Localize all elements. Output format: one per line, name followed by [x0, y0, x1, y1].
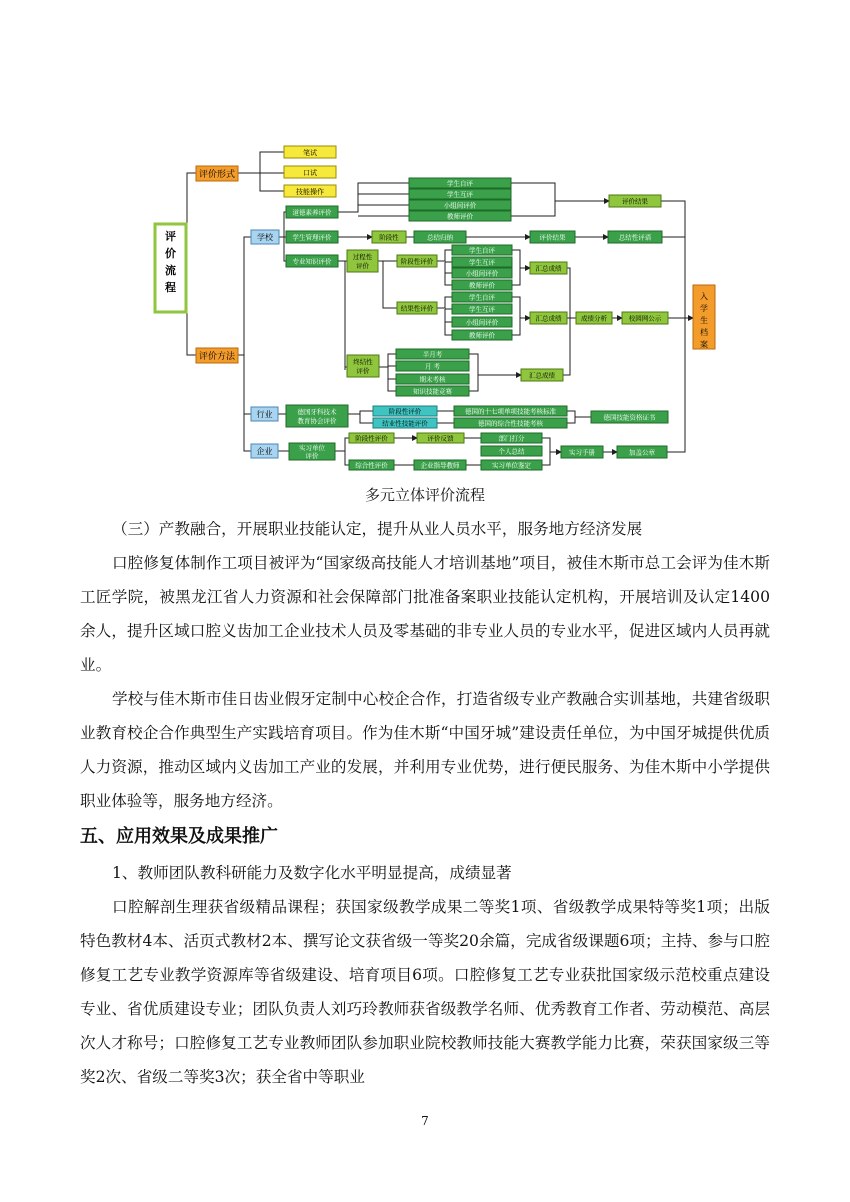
sum1: 汇总成绩 — [535, 264, 562, 273]
mutual-3: 教师评价 — [447, 212, 473, 221]
set2-2: 小组间评价 — [465, 318, 499, 327]
manage-summary: 总结归纳 — [427, 233, 453, 242]
form-oral: 口试 — [303, 169, 317, 177]
manage-result: 评价结果 — [539, 233, 566, 242]
paragraph-school-enterprise: 学校与佳木斯市佳日齿业假牙定制中心校企合作，打造省级专业产教融合实训基地，共建省级职业教育校企合作典型生产实践培育项目。作为佳木斯“中国牙城”建设责任单位，为中国牙城提供优质人力资源，推动区域内义齿加工产业的发展，并利用专业优势，进行便民服务、为佳木斯中小学提供职业体验等，服务地方经济。 — [80, 690, 770, 810]
school-label: 学校 — [257, 233, 273, 242]
industry-result: 结业性技能评价 — [382, 419, 428, 428]
form-written: 笔试 — [303, 149, 317, 157]
stage-eval: 阶段性评价 — [400, 257, 434, 266]
mentor: 企业指导教师 — [420, 461, 460, 470]
eval-result: 评价结果 — [622, 197, 648, 206]
dept-score: 部门打分 — [498, 434, 525, 443]
prof-eval: 专业知识评价 — [292, 257, 332, 266]
terminal-eval: 终结性评价 — [353, 358, 373, 375]
mutual-2: 小组间评价 — [443, 201, 477, 210]
result-eval: 结果性评价 — [400, 304, 434, 313]
page-number: 7 — [421, 1114, 429, 1128]
set2-1: 学生互评 — [469, 305, 495, 314]
final-comment: 总结性评语 — [618, 233, 652, 242]
paragraph-training-base: 口腔修复体制作工项目被评为“国家级高技能人才培训基地”项目，被佳木斯市总工会评为佳木斯工匠学院，被黑龙江省人力资源和社会保障部门批准备案职业技能认定机构，开展培训及认定1400余人，提升区域口腔义齿加工企业技术人员及零基础的非专业人员的专业水平，促进区域内人员再就业。 — [80, 554, 770, 674]
subsection-title: 1、教师团队教科研能力及数字化水平明显提高，成绩显著 — [112, 864, 512, 882]
moral-eval: 道德素养评价 — [292, 208, 332, 217]
set1-3: 教师评价 — [469, 281, 495, 290]
methods-label: 评价方法 — [198, 352, 236, 362]
exam-0: 半月考 — [422, 350, 443, 359]
industry-label: 行业 — [256, 410, 273, 419]
exam-3: 知识技能竞赛 — [413, 387, 452, 396]
set1-0: 学生自评 — [469, 246, 495, 255]
figure-caption: 多元立体评价流程 — [364, 486, 485, 504]
section-subtitle: （三）产教融合，开展职业技能认定，提升从业人员水平，服务地方经济发展 — [112, 520, 643, 538]
manage-stage: 阶段性 — [379, 233, 399, 242]
comprehensive-eval: 综合性评价 — [355, 461, 388, 470]
enterprise-label: 企业 — [256, 447, 273, 456]
industry-stage: 阶段性评价 — [388, 407, 422, 416]
exam-2: 期末考核 — [419, 375, 446, 384]
set1-1: 学生互评 — [469, 258, 495, 267]
mutual-0: 学生自评 — [447, 179, 473, 188]
ent-feedback: 评价反馈 — [427, 434, 454, 443]
unit-eval: 实习单位评价 — [299, 444, 325, 460]
personal-summary: 个人总结 — [498, 447, 525, 456]
sum2: 汇总成绩 — [535, 314, 562, 323]
archive: 入学生档案 — [700, 292, 708, 349]
set2-3: 教师评价 — [469, 331, 495, 340]
campus-publish: 校园网公示 — [628, 314, 662, 323]
mutual-1: 学生互评 — [447, 190, 473, 199]
exam-1: 月 考 — [424, 362, 441, 371]
manage-eval: 学生管理评价 — [292, 233, 332, 242]
sum3: 汇总成绩 — [529, 371, 555, 380]
industry-cert: 德国技能资格证书 — [603, 413, 656, 422]
paragraph-achievements: 口腔解剖生理获省级精品课程；获国家级教学成果二等奖1项、省级教学成果特等奖1项；出版特色教材4本、活页式教材2本、撰写论文获省级一等奖20余篇，完成省级课题6项；主持、参与口腔修复工艺专业教学资源库等省级建设、培育项目6项。口腔修复工艺专业获批国家级示范校重点建设专业、省优质建设专业；团队负责人刘巧玲教师获省级教学名师、优秀教育工作者、劳动模范、高层次人才称号；口腔修复工艺专业教师团队参加职业院校教师技能大赛教学能力比赛，荣获国家级三等奖2次、省级二等奖3次；获全省中等职业 — [80, 898, 770, 1086]
evaluation-flow-diagram — [0, 0, 850, 480]
overall-skill: 德国的综合性技能考核 — [478, 419, 543, 428]
process-eval: 过程性评价 — [352, 253, 373, 270]
root-node-label: 评价流程 — [165, 230, 176, 294]
internship-manual: 实习手册 — [569, 448, 595, 457]
ent-stage: 阶段性评价 — [355, 434, 388, 443]
section-heading: 五、应用效果及成果推广 — [80, 826, 278, 847]
set2-0: 学生自评 — [469, 293, 495, 302]
forms-label: 评价形式 — [198, 170, 236, 180]
grade-analysis: 成绩分析 — [581, 314, 607, 323]
std17: 德国的十七项单项技能考核标准 — [465, 407, 556, 416]
assoc-eval: 德国牙科技术教育协会评价 — [297, 408, 337, 425]
official-stamp: 加盖公章 — [629, 448, 655, 457]
set1-2: 小组间评价 — [465, 269, 499, 278]
form-skill: 技能操作 — [296, 188, 324, 196]
appraisal: 实习单位鉴定 — [492, 461, 531, 470]
